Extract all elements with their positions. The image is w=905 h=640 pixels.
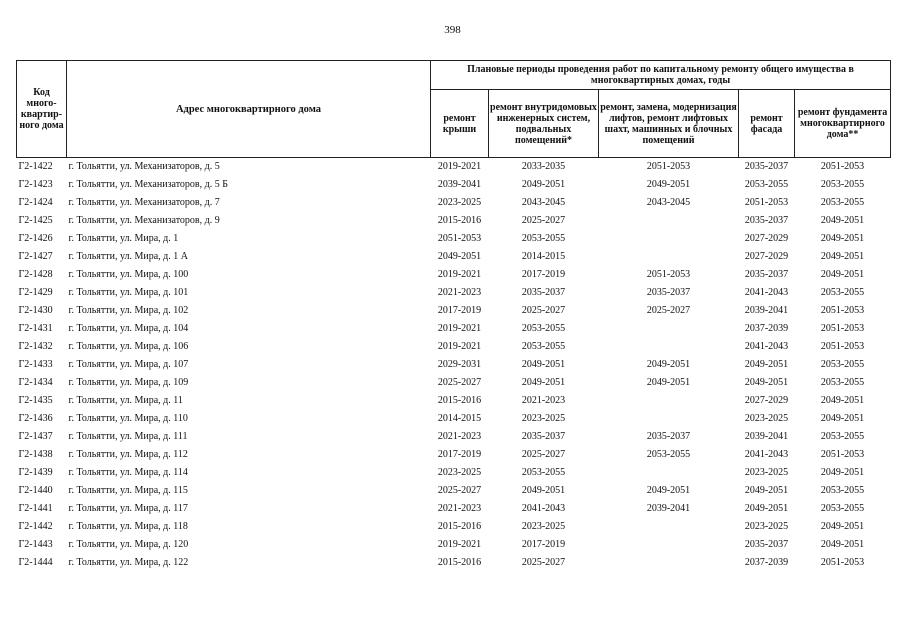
cell-foundation: 2053-2055: [820, 503, 865, 514]
cell-address: г. Тольятти, ул. Мира, д. 106: [68, 341, 189, 352]
cell-foundation: 2051-2053: [820, 341, 865, 352]
cell-elevators: [599, 320, 739, 338]
cell-code: Г2-1432: [18, 341, 53, 352]
cell-facade: 2041-2043: [744, 449, 789, 460]
cell-roof: 2015-2016: [437, 521, 482, 532]
header-roof: ремонт крыши: [431, 90, 489, 158]
cell-foundation: 2049-2051: [820, 467, 865, 478]
cell-systems: 2023-2025: [521, 521, 566, 532]
header-code: Код много-квартир-ного дома: [17, 61, 67, 158]
cell-address: г. Тольятти, ул. Механизаторов, д. 7: [68, 197, 220, 208]
cell-elevators: 2039-2041: [646, 503, 691, 514]
cell-roof: 2017-2019: [437, 449, 482, 460]
cell-address: г. Тольятти, ул. Механизаторов, д. 5 Б: [68, 179, 228, 190]
cell-code: Г2-1428: [18, 269, 53, 280]
header-systems: ремонт внутридомовых инженерных систем, подвальных помещений*: [489, 90, 599, 158]
table-row: [17, 464, 891, 482]
cell-code: Г2-1439: [18, 467, 53, 478]
table-row: [17, 320, 891, 338]
cell-roof: 2025-2027: [437, 377, 482, 388]
cell-facade: 2027-2029: [744, 395, 789, 406]
cell-systems: 2053-2055: [521, 341, 566, 352]
cell-address: г. Тольятти, ул. Мира, д. 114: [68, 467, 188, 478]
cell-code: Г2-1433: [18, 359, 53, 370]
cell-elevators: 2025-2027: [646, 305, 691, 316]
cell-elevators: 2043-2045: [646, 197, 691, 208]
cell-elevators: 2051-2053: [646, 269, 691, 280]
cell-roof: 2019-2021: [437, 323, 482, 334]
table-row: [17, 428, 891, 446]
cell-elevators: [599, 212, 739, 230]
table-header: [17, 61, 891, 158]
cell-foundation: 2053-2055: [820, 197, 865, 208]
cell-elevators: [599, 230, 739, 248]
cell-roof: 2021-2023: [437, 431, 482, 442]
cell-elevators: [599, 554, 739, 572]
cell-foundation: 2051-2053: [820, 305, 865, 316]
cell-foundation: 2049-2051: [820, 215, 865, 226]
cell-address: г. Тольятти, ул. Механизаторов, д. 5: [67, 158, 431, 177]
cell-systems: 2033-2035: [489, 158, 599, 177]
cell-code: Г2-1437: [18, 431, 53, 442]
cell-address: г. Тольятти, ул. Мира, д. 120: [68, 539, 189, 550]
table-row: [17, 554, 891, 572]
cell-code: Г2-1427: [18, 251, 53, 262]
cell-facade: 2049-2051: [744, 485, 789, 496]
cell-foundation: 2053-2055: [820, 359, 865, 370]
cell-facade: 2035-2037: [739, 158, 795, 177]
cell-foundation: 2049-2051: [820, 521, 865, 532]
table-row: [17, 446, 891, 464]
cell-facade: 2035-2037: [744, 269, 789, 280]
cell-code: Г2-1443: [18, 539, 53, 550]
cell-facade: 2023-2025: [744, 467, 789, 478]
cell-roof: 2014-2015: [437, 413, 482, 424]
cell-facade: 2027-2029: [744, 251, 789, 262]
cell-roof: 2019-2021: [437, 539, 482, 550]
cell-systems: 2035-2037: [521, 287, 566, 298]
cell-facade: 2027-2029: [744, 233, 789, 244]
cell-elevators: 2049-2051: [646, 485, 691, 496]
cell-address: г. Тольятти, ул. Мира, д. 109: [68, 377, 189, 388]
cell-code: Г2-1442: [18, 521, 53, 532]
table-row: [17, 482, 891, 500]
cell-roof: 2015-2016: [437, 395, 482, 406]
cell-systems: 2043-2045: [521, 197, 566, 208]
cell-elevators: [599, 410, 739, 428]
cell-foundation: 2051-2053: [820, 557, 865, 568]
cell-foundation: 2049-2051: [820, 413, 865, 424]
cell-roof: 2023-2025: [437, 197, 482, 208]
cell-address: г. Тольятти, ул. Мира, д. 122: [68, 557, 189, 568]
cell-code: Г2-1436: [18, 413, 53, 424]
cell-foundation: 2051-2053: [820, 323, 865, 334]
cell-facade: 2049-2051: [744, 503, 789, 514]
table-row: [17, 356, 891, 374]
cell-systems: 2053-2055: [521, 233, 566, 244]
cell-code: Г2-1422: [17, 158, 67, 177]
cell-foundation: 2053-2055: [820, 179, 865, 190]
cell-foundation: 2053-2055: [820, 377, 865, 388]
cell-address: г. Тольятти, ул. Мира, д. 117: [68, 503, 188, 514]
cell-address: г. Тольятти, ул. Мира, д. 112: [68, 449, 188, 460]
cell-roof: 2021-2023: [437, 287, 482, 298]
cell-elevators: 2035-2037: [646, 431, 691, 442]
cell-systems: 2049-2051: [521, 485, 566, 496]
table-row: [17, 194, 891, 212]
cell-facade: 2053-2055: [744, 179, 789, 190]
cell-roof: 2021-2023: [437, 503, 482, 514]
table-row: [17, 248, 891, 266]
cell-systems: 2053-2055: [521, 323, 566, 334]
cell-elevators: [599, 536, 739, 554]
cell-elevators: [599, 338, 739, 356]
cell-address: г. Тольятти, ул. Мира, д. 107: [68, 359, 189, 370]
cell-roof: 2019-2021: [431, 158, 489, 177]
table-row: [17, 518, 891, 536]
cell-roof: 2039-2041: [437, 179, 482, 190]
table-row: [17, 230, 891, 248]
cell-systems: 2049-2051: [521, 179, 566, 190]
cell-code: Г2-1438: [18, 449, 53, 460]
cell-address: г. Тольятти, ул. Мира, д. 1: [68, 233, 179, 244]
cell-systems: 2014-2015: [521, 251, 566, 262]
cell-roof: 2023-2025: [437, 467, 482, 478]
table-row: [17, 410, 891, 428]
cell-foundation: 2051-2053: [820, 449, 865, 460]
cell-elevators: 2049-2051: [646, 179, 691, 190]
cell-foundation: 2049-2051: [820, 539, 865, 550]
repair-schedule-table: [16, 60, 891, 572]
cell-address: г. Тольятти, ул. Мира, д. 102: [68, 305, 189, 316]
cell-code: Г2-1424: [18, 197, 53, 208]
cell-elevators: 2035-2037: [646, 287, 691, 298]
cell-roof: 2017-2019: [437, 305, 482, 316]
cell-code: Г2-1423: [18, 179, 53, 190]
cell-address: г. Тольятти, ул. Мира, д. 100: [68, 269, 189, 280]
header-periods-group: Плановые периоды проведения работ по капитальному ремонту общего имущества в многоквартирных домах, годы: [431, 61, 891, 90]
table-row: [17, 338, 891, 356]
cell-address: г. Тольятти, ул. Мира, д. 11: [68, 395, 183, 406]
cell-systems: 2041-2043: [521, 503, 566, 514]
cell-elevators: 2049-2051: [646, 359, 691, 370]
cell-facade: 2037-2039: [744, 323, 789, 334]
table-row: [17, 302, 891, 320]
cell-facade: 2049-2051: [744, 377, 789, 388]
page-number: 398: [444, 24, 461, 36]
cell-code: Г2-1429: [18, 287, 53, 298]
table-row: [17, 500, 891, 518]
cell-elevators: 2051-2053: [599, 158, 739, 177]
cell-systems: 2023-2025: [521, 413, 566, 424]
header-facade: ремонт фасада: [739, 90, 795, 158]
cell-code: Г2-1425: [18, 215, 53, 226]
cell-address: г. Тольятти, ул. Мира, д. 115: [68, 485, 188, 496]
cell-facade: 2041-2043: [744, 287, 789, 298]
cell-address: г. Тольятти, ул. Мира, д. 1 А: [68, 251, 188, 262]
cell-systems: 2017-2019: [521, 269, 566, 280]
cell-elevators: [599, 392, 739, 410]
cell-roof: 2015-2016: [437, 557, 482, 568]
cell-code: Г2-1426: [18, 233, 53, 244]
cell-facade: 2037-2039: [744, 557, 789, 568]
table-row: [17, 374, 891, 392]
table-row: [17, 176, 891, 194]
table-body: [17, 158, 891, 573]
cell-elevators: [599, 518, 739, 536]
cell-systems: 2049-2051: [521, 377, 566, 388]
cell-foundation: 2053-2055: [820, 287, 865, 298]
cell-foundation: 2053-2055: [820, 485, 865, 496]
cell-foundation: 2053-2055: [820, 431, 865, 442]
cell-elevators: 2049-2051: [646, 377, 691, 388]
cell-address: г. Тольятти, ул. Мира, д. 111: [68, 431, 188, 442]
cell-facade: 2049-2051: [744, 359, 789, 370]
cell-elevators: 2053-2055: [646, 449, 691, 460]
table-row: [17, 392, 891, 410]
cell-roof: 2029-2031: [437, 359, 482, 370]
cell-systems: 2025-2027: [521, 449, 566, 460]
header-elevators: ремонт, замена, модернизация лифтов, ремонт лифтовых шахт, машинных и блочных помещений: [599, 90, 739, 158]
cell-systems: 2053-2055: [521, 467, 566, 478]
cell-systems: 2021-2023: [521, 395, 566, 406]
cell-address: г. Тольятти, ул. Мира, д. 101: [68, 287, 189, 298]
cell-roof: 2049-2051: [437, 251, 482, 262]
cell-roof: 2019-2021: [437, 269, 482, 280]
cell-roof: 2025-2027: [437, 485, 482, 496]
cell-facade: 2041-2043: [744, 341, 789, 352]
cell-foundation: 2049-2051: [820, 269, 865, 280]
cell-facade: 2039-2041: [744, 431, 789, 442]
cell-systems: 2035-2037: [521, 431, 566, 442]
cell-systems: 2025-2027: [521, 305, 566, 316]
table-row: [17, 284, 891, 302]
cell-systems: 2025-2027: [521, 557, 566, 568]
cell-systems: 2049-2051: [521, 359, 566, 370]
cell-elevators: [599, 464, 739, 482]
cell-roof: 2051-2053: [437, 233, 482, 244]
cell-address: г. Тольятти, ул. Механизаторов, д. 9: [68, 215, 220, 226]
cell-code: Г2-1431: [18, 323, 53, 334]
cell-foundation: 2049-2051: [820, 233, 865, 244]
cell-foundation: 2051-2053: [795, 158, 891, 177]
cell-code: Г2-1441: [18, 503, 53, 514]
cell-elevators: [599, 248, 739, 266]
cell-systems: 2025-2027: [521, 215, 566, 226]
cell-systems: 2017-2019: [521, 539, 566, 550]
table-row: [17, 266, 891, 284]
cell-address: г. Тольятти, ул. Мира, д. 104: [68, 323, 189, 334]
cell-code: Г2-1444: [18, 557, 53, 568]
cell-facade: 2023-2025: [744, 521, 789, 532]
cell-roof: 2019-2021: [437, 341, 482, 352]
header-address: Адрес многоквартирного дома: [67, 61, 431, 158]
cell-facade: 2035-2037: [744, 215, 789, 226]
cell-facade: 2039-2041: [744, 305, 789, 316]
cell-code: Г2-1430: [18, 305, 53, 316]
cell-facade: 2051-2053: [744, 197, 789, 208]
cell-code: Г2-1440: [18, 485, 53, 496]
cell-foundation: 2049-2051: [820, 251, 865, 262]
table-row: [17, 536, 891, 554]
cell-code: Г2-1434: [18, 377, 53, 388]
cell-foundation: 2049-2051: [820, 395, 865, 406]
cell-facade: 2035-2037: [744, 539, 789, 550]
table-row: [17, 158, 891, 177]
cell-roof: 2015-2016: [437, 215, 482, 226]
table-row: [17, 212, 891, 230]
header-foundation: ремонт фундамента многоквартирного дома**: [795, 90, 891, 158]
cell-address: г. Тольятти, ул. Мира, д. 118: [68, 521, 188, 532]
cell-facade: 2023-2025: [744, 413, 789, 424]
cell-code: Г2-1435: [18, 395, 53, 406]
cell-address: г. Тольятти, ул. Мира, д. 110: [68, 413, 188, 424]
